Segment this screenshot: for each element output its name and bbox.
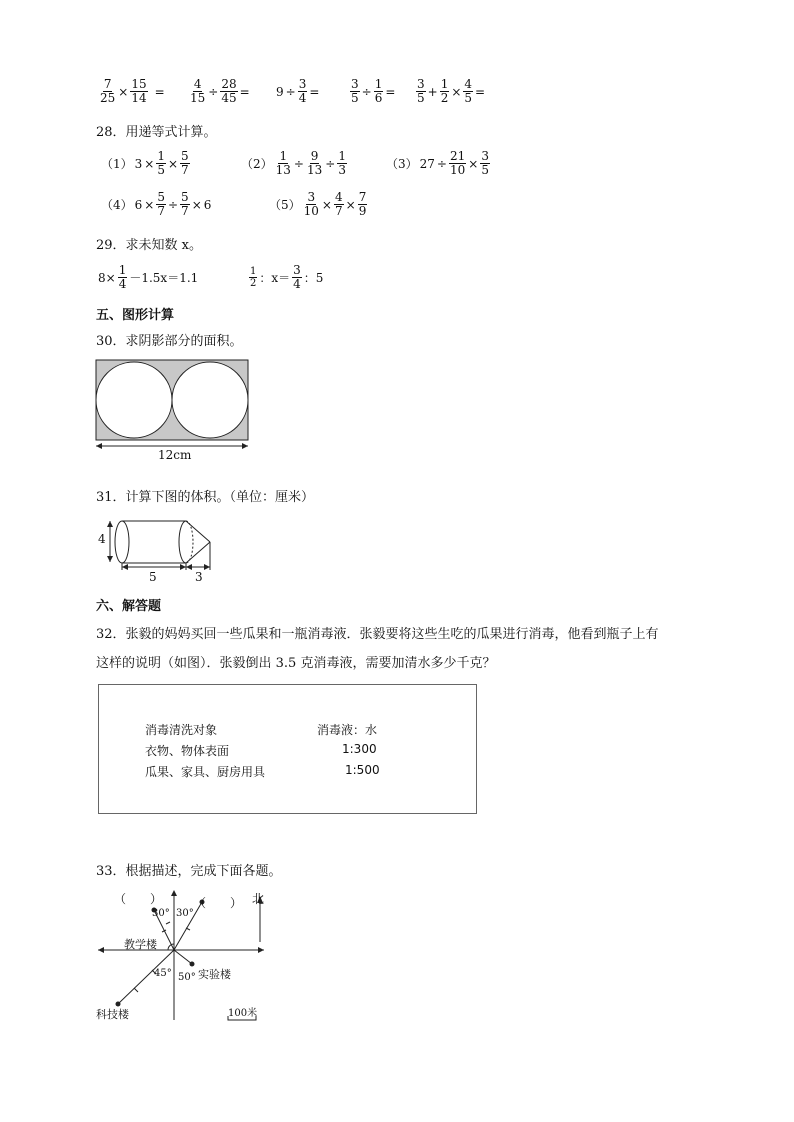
blank-2[interactable]: （ ） [194,896,243,910]
q28-item-4: （4） 6 × $\frac{5}{7}$ ÷ $\frac{5}{7}$ × 6 [101,190,212,218]
cylinder-left-face [115,521,129,563]
question-33-title: 33．根据描述，完成下面各题。 [96,864,282,879]
dimension-label: 12cm [158,448,192,462]
q29-equation-2: $\frac{1}{2}$ ：x＝ $\frac{3}{4}$ ：5 [250,263,324,291]
section-heading-6: 六、解答题 [96,599,162,614]
angle-label: 45° [154,968,172,979]
center-building-label: 教学楼 [124,938,157,951]
arrow-left [96,443,102,449]
table-header-ratio: 消毒液：水 [317,723,378,737]
question-28-title: 28．用递等式计算。 [96,125,217,140]
question-30-title: 30．求阴影部分的面积。 [96,334,243,349]
q28-item-3: （3） 27 ÷ $\frac{21}{10}$ × $\frac{3}{5}$ [386,149,489,177]
q28-item-5: （5） $\frac{3}{10}$ × $\frac{4}{7}$ × $\frac{7}{9}$ [269,190,367,218]
blank-1[interactable]: （ ） [114,892,163,906]
table-row-object: 瓜果、家具、厨房用具 [145,765,266,779]
table-row-object: 衣物、物体表面 [145,744,230,758]
section-heading: 五、图形计算 [96,308,175,323]
question-32-line-2: 这样的说明（如图）．张毅倒出 3.5 克消毒液，需要加清水多少千克？ [96,656,496,671]
question-32-line-1: 32．张毅的妈妈买回一些瓜果和一瓶消毒液．张毅要将这些生吃的瓜果进行消毒，他看到瓶子上有 [96,627,659,642]
q28-item-1: （1） 3 × $\frac{1}{5}$ × $\frac{5}{7}$ [101,149,189,177]
expr-row-27c: 9 ÷ $\frac{3}{4}$ = [276,77,320,105]
arrow-right [242,443,248,449]
cylinder-cone-figure [96,512,226,582]
right-circle [172,362,248,438]
angle-label: 30° [176,908,194,919]
lab-building-label: 实验楼 [198,968,231,981]
cone-label: 3 [195,570,203,584]
length-label: 5 [149,570,157,584]
left-circle [96,362,172,438]
instruction-box [98,684,477,814]
expr-row-27e: $\frac{3}{5}$ + $\frac{1}{2}$ × $\frac{4}{5}$ = [417,77,486,105]
expr-row-27: $\frac{7}{25}$ × $\frac{15}{14}$ = [100,77,165,105]
fraction: $\frac{7}{25}$ [100,77,116,105]
q28-item-2: （2） $\frac{1}{13}$ ÷ $\frac{9}{13}$ ÷ $\frac{1}{3}$ [241,149,346,177]
angle-label: 50° [178,972,196,983]
scale-label: 100米 [228,1008,258,1019]
height-label: 4 [98,532,106,546]
question-31-title: 31．计算下图的体积。（单位：厘米） [96,490,315,505]
expr-row-27b: $\frac{4}{15}$ ÷ $\frac{28}{45}$ = [190,77,250,105]
angle-label: 30° [152,908,170,919]
q29-equation-1: 8× $\frac{1}{4}$ －1.5x＝1.1 [98,263,199,291]
expr-row-27d: $\frac{3}{5}$ ÷ $\frac{1}{6}$ = [351,77,396,105]
table-header-object: 消毒清洗对象 [145,723,218,737]
tech-building-label: 科技楼 [96,1008,129,1021]
question-29-title: 29．求未知数 x。 [96,238,203,253]
north-label: 北 [252,892,265,906]
cone-edge [186,521,210,542]
table-row-ratio: 1:500 [345,763,380,777]
table-row-ratio: 1:300 [342,742,377,756]
